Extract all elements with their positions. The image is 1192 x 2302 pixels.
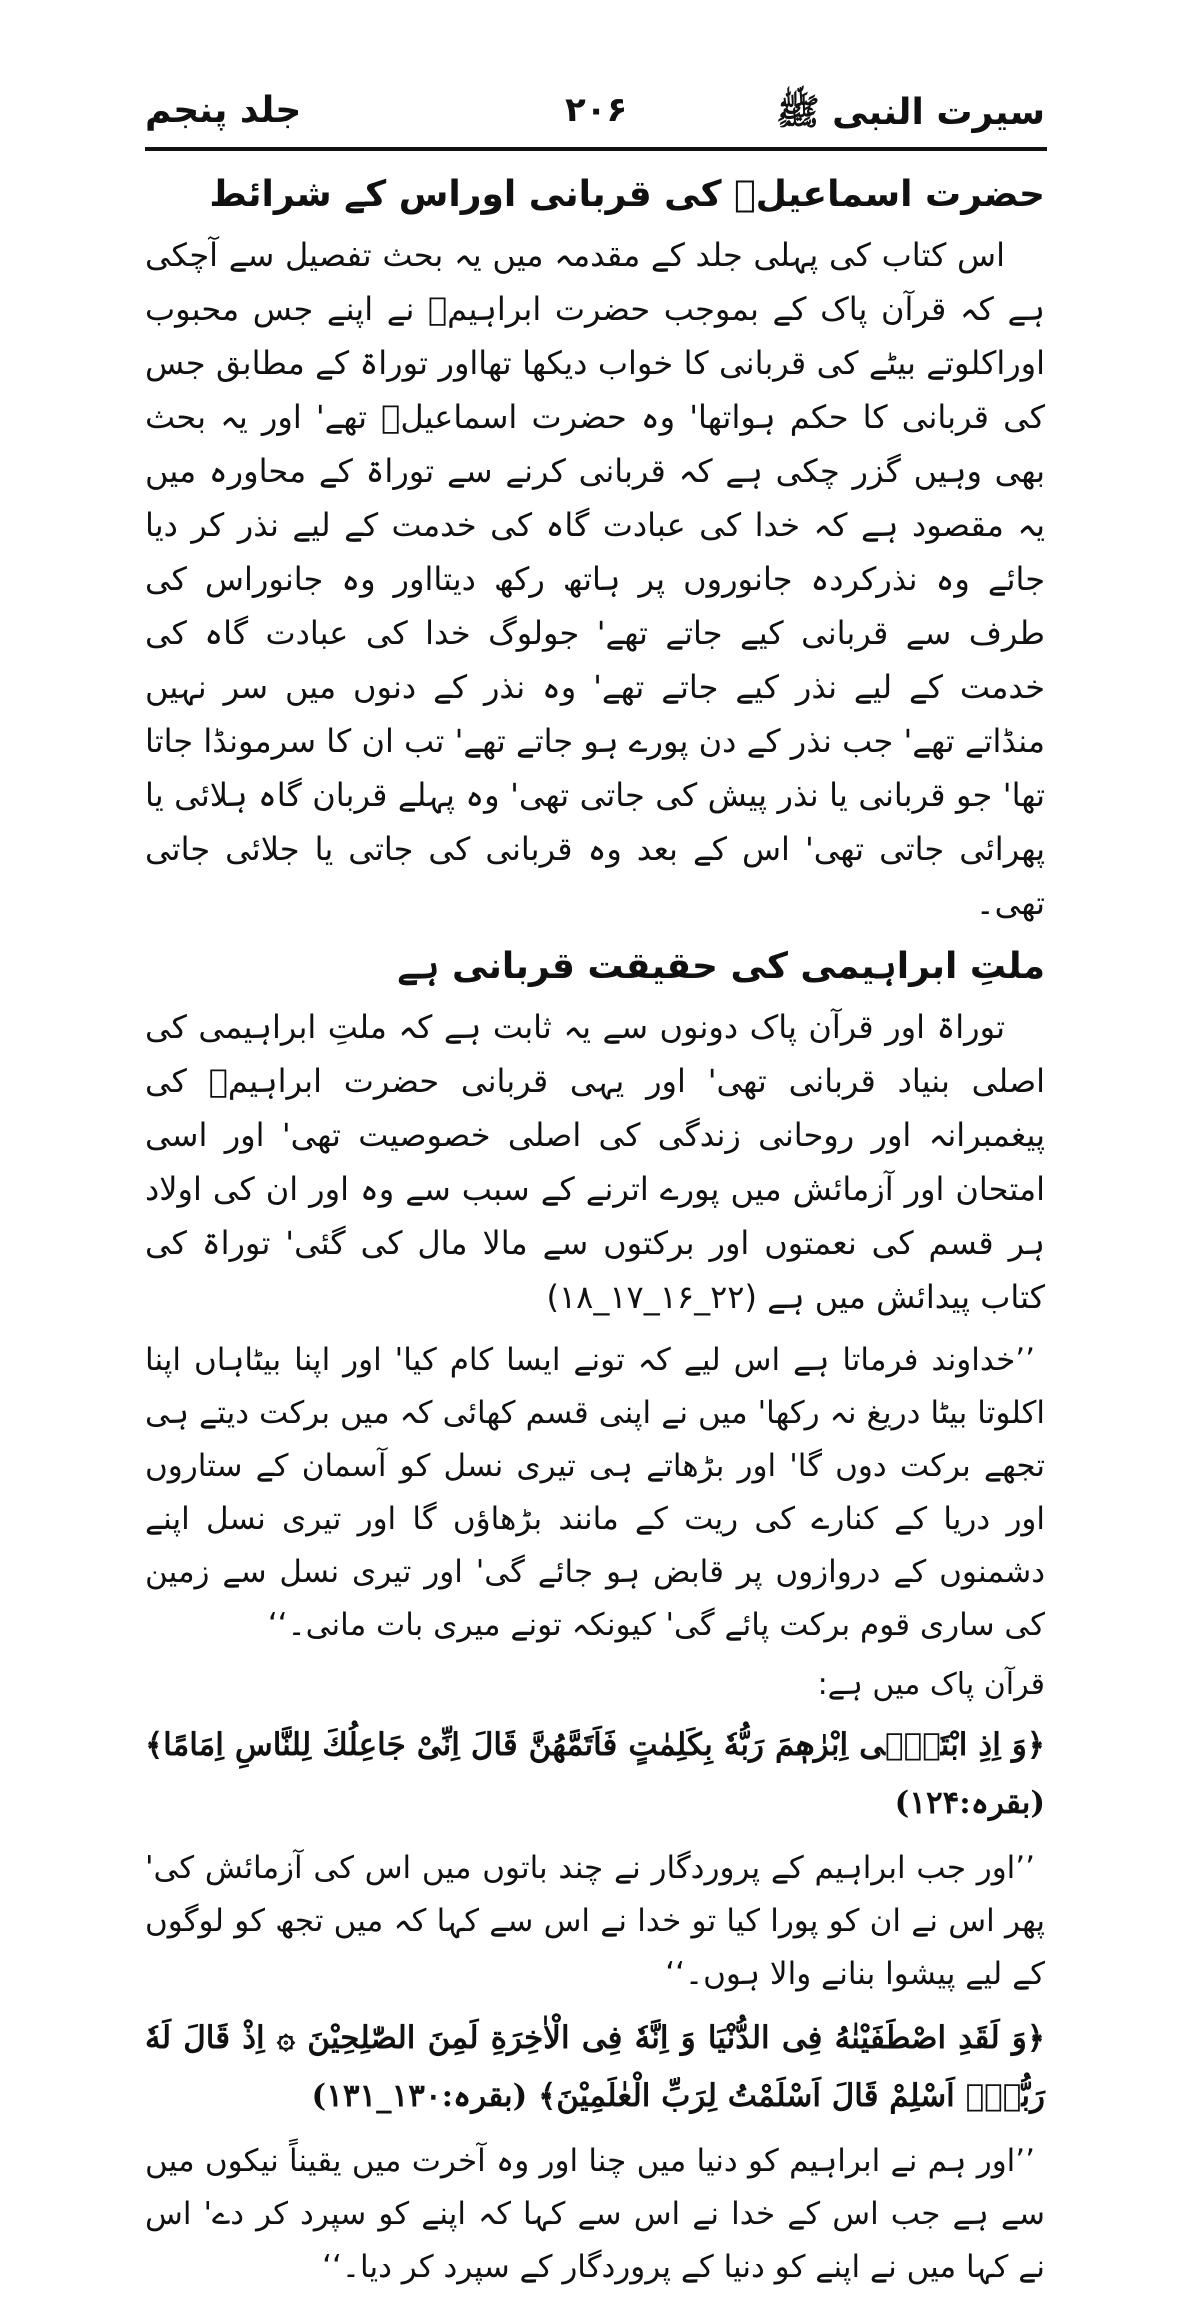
section-heading-ismail-sacrifice: حضرت اسماعیلؑ کی قربانی اوراس کے شرائط [209,174,1045,215]
paragraph-sacrifice-conditions: اس کتاب کی پہلی جلد کے مقدمہ میں یہ بحث تفصیل سے آچکی ہے کہ قرآن پاک کے بموجب حضرت ابراہیمؑ نے اپنے جس محبوب اوراکلوتے بیٹے کی قربانی کا خواب دیکھا تھااور توراۃ کے مطابق جس کی قربانی کا حکم ہواتھا' وہ حضرت اسماعیلؑ تھے' اور یہ بحث بھی وہیں گزر چکی ہے کہ قربانی کرنے سے توراۃ کے محاورہ میں یہ مقصود ہے کہ خدا کی عبادت گاہ کی خدمت کے لیے نذر کر دیا جائے وہ نذرکردہ جانوروں پر ہاتھ رکھ دیتااور وہ جانوراس کی طرف سے قربانی کیے جاتے تھے' جولوگ خدا کی عبادت گاہ کی خدمت کے لیے نذر کیے جاتے تھے' وہ نذر کے دنوں میں سر نہیں منڈاتے تھے' جب نذر کے دن پورے ہو جاتے تھے' تب ان کا سرمونڈا جاتا تھا' جو قربانی یا نذر پیش کی جاتی تھی' وہ پہلے قربان گاہ ہلائی یا پھرائی جاتی تھی' اس کے بعد وہ قربانی کی جاتی یا جلائی جاتی تھی۔ [145,236,1045,922]
page-header [145,86,1045,156]
header-rule [145,147,1047,151]
page-body [145,160,1045,2302]
quran-intro: قرآن پاک میں ہے: [817,1667,1045,1702]
section-heading-millat-ibrahimi: ملتِ ابراہیمی کی حقیقت قربانی ہے [397,946,1045,987]
translation-ayah-130-131: ’’اور ہم نے ابراہیم کو دنیا میں چنا اور وہ آخرت میں یقیناً نیکوں میں سے ہے جب اس کے خدا نے اس سے کہا کہ اپنے کو سپرد کر دے' اس نے کہا میں نے اپنے کو دنیا کے پروردگار کے سپرد کر دیا۔‘‘ [145,2143,1045,2285]
page-number: ۲۰۶ [565,90,628,130]
quran-ayah-baqarah-124: ﴿وَ اِذِ ابْتَلٰۤى اِبْرٰهٖمَ رَبُّهٗ بِكَلِمٰتٍ فَاَتَمَّهُنَّ قَالَ اِنِّیْ جَاعِلُكَ لِلنَّاسِ اِمَامًا﴾ (بقرہ:۱۲۴) [145,1727,1045,1821]
translation-ayah-124: ’’اور جب ابراہیم کے پروردگار نے چند باتوں میں اس کی آزمائش کی' پھر اس نے ان کو پورا کیا تو خدا نے اس سے کہا کہ میں تجھ کو لوگوں کے لیے پیشوا بنانے والا ہوں۔‘‘ [145,1850,1045,1992]
paragraph-torah-quran: توراۃ اور قرآن پاک دونوں سے یہ ثابت ہے کہ ملتِ ابراہیمی کی اصلی بنیاد قربانی تھی' اور یہی قربانی حضرت ابراہیمؑ کی پیغمبرانہ اور روحانی زندگی کی اصلی خصوصیت تھی' اور اسی امتحان اور آزمائش میں پورے اترنے کے سبب سے وہ اور ان کی اولاد ہر قسم کی نعمتوں اور برکتوں سے مالا مال کی گئی' توراۃ کی کتاب پیدائش میں ہے (۲۲_۱۶_۱۷_۱۸) [145,1008,1045,1316]
volume-label: جلد پنجم [145,90,302,131]
torah-quote: ’’خداوند فرماتا ہے اس لیے کہ تونے ایسا کام کیا' اور اپنا بیٹاہاں اپنا اکلوتا بیٹا دریغ نہ رکھا' میں نے اپنی قسم کھائی کہ میں برکت دیتے ہی تجھے برکت دوں گا' اور بڑھاتے ہی تیری نسل کو آسمان کے ستاروں اور دریا کے کنارے کی ریت کے مانند بڑھاؤں گا اور تیری نسل اپنے دشمنوں کے دروازوں پر قابض ہو جائے گی' اور تیری نسل سے زمین کی ساری قوم برکت پائے گی' کیونکہ تونے میری بات مانی۔‘‘ [145,1342,1045,1643]
running-title: سیرت النبی ﷺ [776,92,1045,133]
quran-ayah-baqarah-130-131: ﴿وَ لَقَدِ اصْطَفَیْنٰهُ فِی الدُّنْیَا وَ اِنَّهٗ فِی الْاٰخِرَةِ لَمِنَ الصّٰلِحِیْنَ ۞ اِذْ قَالَ لَهٗ رَبُّهٗۤ اَسْلِمْ قَالَ اَسْلَمْتُ لِرَبِّ الْعٰلَمِیْنَ﴾ (بقرہ:۱۳۰_۱۳۱) [145,2020,1045,2114]
